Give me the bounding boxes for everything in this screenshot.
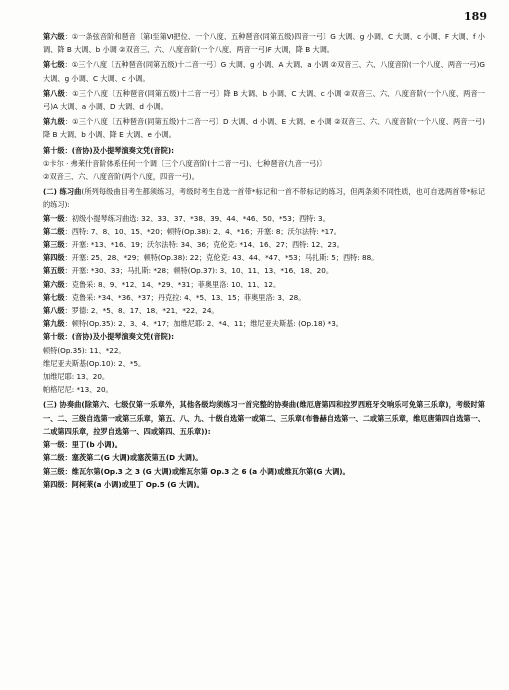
etude-row: 第一级：初级小提琴练习曲选: 32、33、37、*38、39、44、*46、50、*53；西特: 3。: [43, 213, 330, 223]
etude-row: 第三级：开塞: *13、*16、19；沃尔法特: 34、36；克伦克: *14、16、27；西特: 12、23。: [43, 240, 344, 250]
concerto-intro: (三) 协奏曲(除第六、七级仅第一乐章外，其他各级均须练习一首完整的协奏曲(维厄唐第四和拉罗西班牙交响乐可免第三乐章)，考级时第一、二、三级自选第一或第三乐章，第五、八、九、十级自选第一或第二、三乐章(布鲁赫自选第一、二或第三乐章，维厄唐第四自选第一、二或第四乐章，拉罗自选第一、四或第四、五乐章)):: [43, 400, 485, 436]
etude-grade-10-item: 加维尼耶: 13、20。: [43, 372, 110, 382]
scales-grade-6: 第六级：①一条弦音阶和琶音〔第Ⅰ至第Ⅵ把位、一个八度、五种琶音(同第五级)四音一弓〕G 大调、g 小调、C 大调、c 小调、F 大调、f 小调、降 B 大调、b 小调 ②双音三、六、八度音阶(一个八度、两音一弓)F 大调，降 B 大调。: [43, 32, 485, 55]
scales-grade-8: 第八级：①三个八度〔五种琶音(同第五级)十二音一弓〕降 B 大调、b 小调、C 大调、c 小调 ②双音三、六、八度音阶(一个八度、两音一弓)A 大调、a 小调、D 大调、d 小调。: [43, 88, 485, 112]
scales-grade-10-item: ②双音三、六、八度音阶(两个八度，四音一弓)。: [43, 172, 199, 182]
concerto-row: 第二级：塞茨第二(G 大调)或塞茨第五(D 大调)。: [43, 453, 203, 463]
etude-grade-10-item: 维尼亚夫斯基(Op.10): 2、*5。: [43, 358, 146, 368]
etude-row: 第四级：开塞: 25、28、*29；顿特(Op.38): 22；克伦克: 43、44、*47、*53；马扎斯: 5；西特: 88。: [43, 253, 379, 263]
etude-row: 第二级：西特: 7、8、10、15、*20；顿特(Op.38): 2、4、*16；开塞: 8；沃尔法特: *17。: [43, 226, 341, 236]
etudes-heading: (二) 练习曲: [43, 187, 82, 197]
etude-grade-10-item: 帕格尼尼: *13、20。: [43, 385, 113, 395]
concerto-heading: (三) 协奏曲: [43, 400, 82, 410]
concerto-row: 第四级：阿柯莱(a 小调)或里丁 Op.5 (G 大调)。: [43, 479, 204, 489]
etude-grade-10-item: 顿特(Op.35): 11、*22。: [43, 345, 126, 355]
etudes-intro: (二) 练习曲(所列每级曲目考生都须练习，考级时考生自选一首带*标记和一首不带标记的练习，但两条须不同性质，也可自选两首带*标记的练习):: [43, 187, 486, 210]
etude-row: 第七级：克鲁采: *34、*36、*37；丹克拉: 4、*5、13、15；菲奥里洛: 3、28。: [43, 292, 306, 302]
scales-grade-10-item: ①卡尔 · 弗莱什音阶体系任何一个调〔三个八度音阶(十二音一弓)、七种琶音(九音一弓)〕: [43, 158, 327, 168]
concerto-row: 第三级：维瓦尔第(Op.3 之 3 (G 大调)或维瓦尔第 Op.3 之 6 (a 小调)或维瓦尔第(G 大调)。: [43, 466, 350, 476]
scales-grade-10-title: 第十级：(音协)及小提琴演奏文凭(音院):: [43, 145, 175, 155]
etude-row: 第八级：罗德: 2、*5、8、17、18、*21、*22、24。: [43, 306, 219, 316]
scales-grade-7: 第七级：①三个八度〔五种琶音(同第五级)十二音一弓〕G 大调、g 小调、A 大调、a 小调 ②双音三、六、八度音阶(一个八度、两音一弓)G 大调、g 小调、C 大调、c 小调。: [43, 60, 485, 83]
concerto-row: 第一级：里丁(b 小调)。: [43, 440, 122, 450]
scales-grade-9: 第九级：①三个八度〔五种琶音(同第五级)十二音一弓〕D 大调、d 小调、E 大调、e 小调 ②双音三、六、八度音阶(一个八度、两音一弓) 降 B 大调、b 小调、降 E 大调、e 小调。: [43, 117, 485, 140]
page-number: 189: [464, 10, 487, 23]
etude-row: 第九级：顿特(Op.35): 2、3、4、*17；加维尼耶: 2、*4、11；维尼亚夫斯基: (Op.18) *3。: [43, 319, 343, 329]
page-content: [30, 30, 485, 491]
etude-row: 第六级：克鲁采: 8、9、*12、14、*29、*31；菲奥里洛: 10、11、12。: [43, 279, 281, 289]
etudes-grade-10-title: 第十级：(音协)及小提琴演奏文凭(音院):: [43, 332, 175, 342]
etude-row: 第五级：开塞: *30、33；马扎斯: *28；顿特(Op.37): 3、10、11、13、*16、18、20。: [43, 266, 334, 276]
